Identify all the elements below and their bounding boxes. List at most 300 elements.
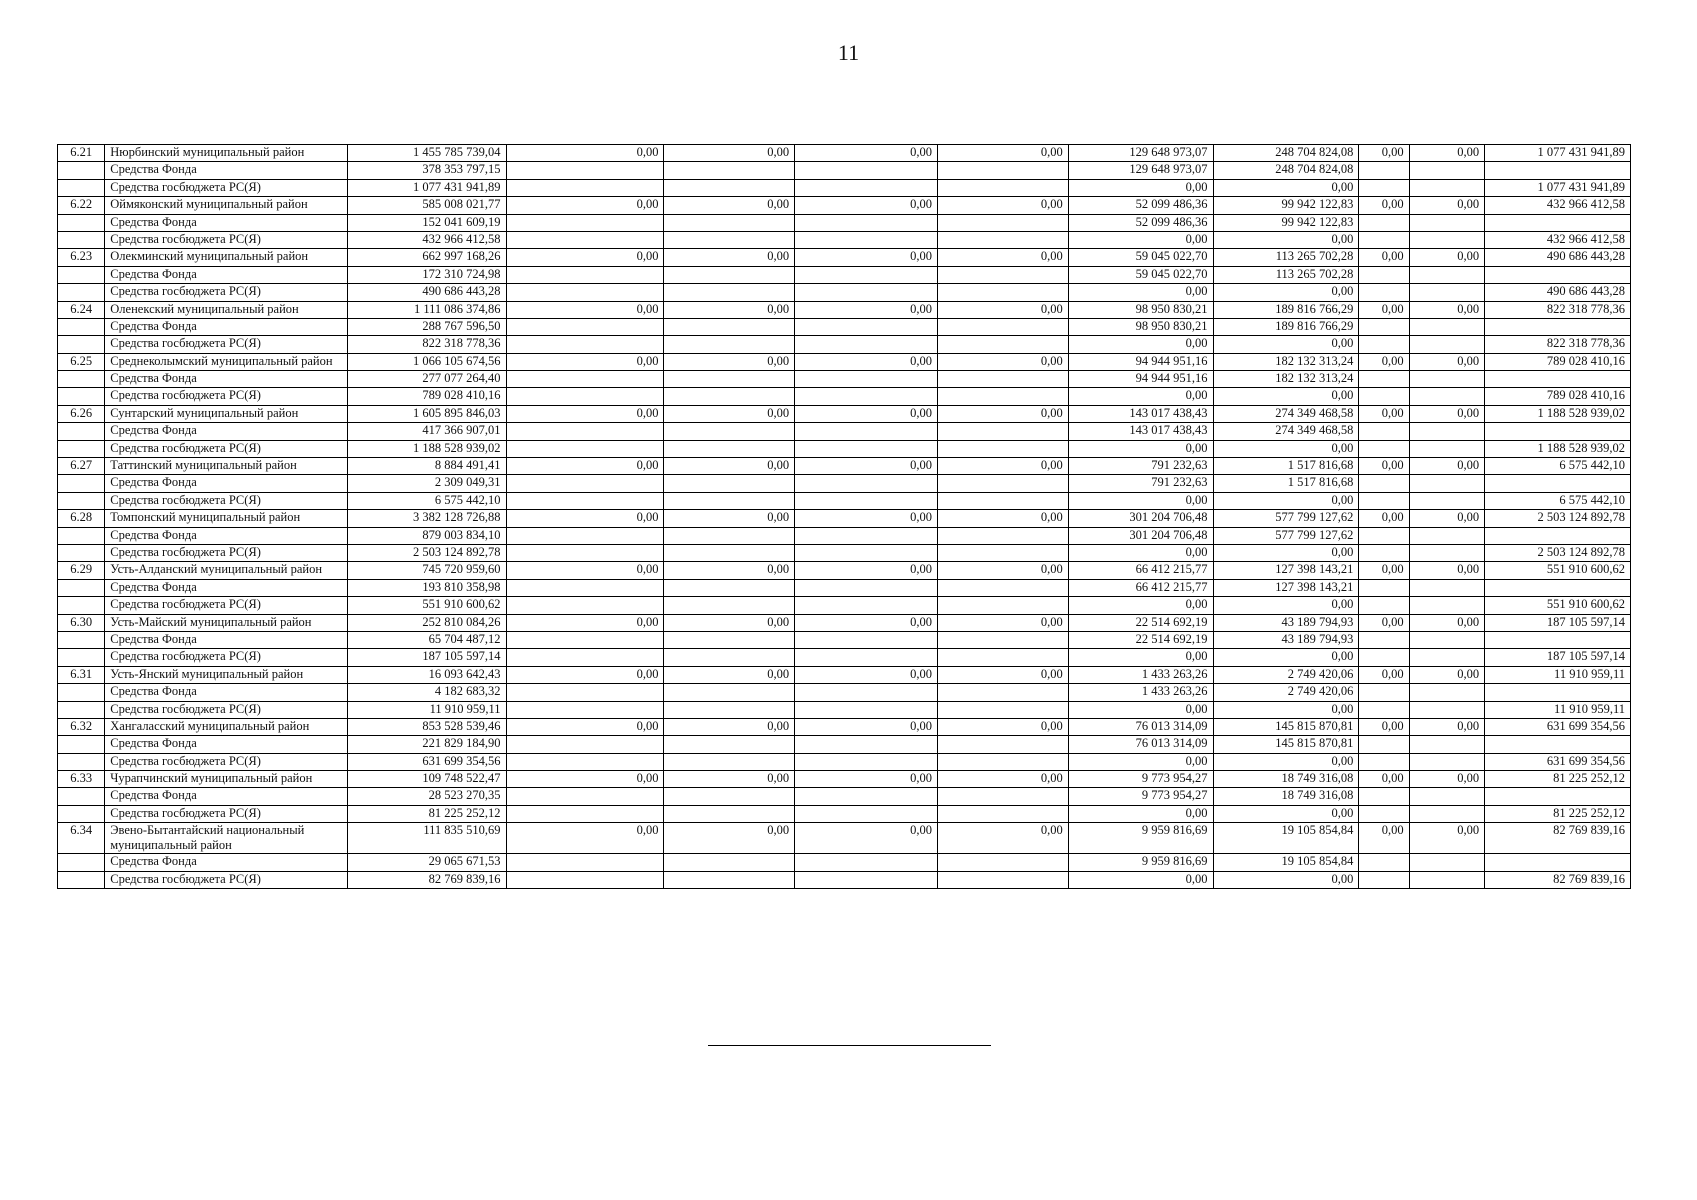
- value-cell: [1359, 318, 1409, 335]
- value-cell: 0,00: [937, 405, 1068, 422]
- value-cell: [664, 423, 795, 440]
- value-cell: [1359, 162, 1409, 179]
- value-cell: 9 773 954,27: [1068, 788, 1213, 805]
- value-cell: [1359, 597, 1409, 614]
- row-code: [58, 231, 105, 248]
- value-cell: 0,00: [664, 771, 795, 788]
- value-cell: [1485, 423, 1631, 440]
- value-cell: [937, 475, 1068, 492]
- value-cell: 59 045 022,70: [1068, 249, 1213, 266]
- row-name: Средства госбюджета РС(Я): [105, 179, 347, 196]
- row-code: [58, 649, 105, 666]
- value-cell: [506, 162, 664, 179]
- value-cell: [664, 162, 795, 179]
- value-cell: [1485, 371, 1631, 388]
- value-cell: [795, 527, 938, 544]
- value-cell: 0,00: [1068, 701, 1213, 718]
- value-cell: [937, 631, 1068, 648]
- value-cell: 28 523 270,35: [347, 788, 506, 805]
- value-cell: 187 105 597,14: [1485, 614, 1631, 631]
- value-cell: 0,00: [506, 666, 664, 683]
- value-cell: 52 099 486,36: [1068, 214, 1213, 231]
- value-cell: 76 013 314,09: [1068, 736, 1213, 753]
- value-cell: [664, 266, 795, 283]
- table-row: [58, 631, 1631, 648]
- value-cell: [1359, 284, 1409, 301]
- value-cell: 0,00: [795, 405, 938, 422]
- value-cell: 82 769 839,16: [347, 871, 506, 888]
- value-cell: 94 944 951,16: [1068, 371, 1213, 388]
- value-cell: 29 065 671,53: [347, 854, 506, 871]
- value-cell: 248 704 824,08: [1213, 162, 1359, 179]
- row-code: [58, 527, 105, 544]
- value-cell: 0,00: [1068, 544, 1213, 561]
- value-cell: 301 204 706,48: [1068, 527, 1213, 544]
- value-cell: [1485, 527, 1631, 544]
- value-cell: [664, 475, 795, 492]
- value-cell: 853 528 539,46: [347, 718, 506, 735]
- value-cell: [664, 214, 795, 231]
- row-code: 6.23: [58, 249, 105, 266]
- value-cell: 0,00: [1213, 388, 1359, 405]
- value-cell: 274 349 468,58: [1213, 423, 1359, 440]
- value-cell: 0,00: [1213, 597, 1359, 614]
- value-cell: 0,00: [937, 666, 1068, 683]
- value-cell: 16 093 642,43: [347, 666, 506, 683]
- value-cell: [664, 544, 795, 561]
- table-row: [58, 614, 1631, 631]
- value-cell: 0,00: [1359, 666, 1409, 683]
- row-code: [58, 597, 105, 614]
- row-name: Хангаласский муниципальный район: [105, 718, 347, 735]
- value-cell: 0,00: [795, 197, 938, 214]
- value-cell: 0,00: [937, 510, 1068, 527]
- value-cell: [795, 214, 938, 231]
- table-row: [58, 440, 1631, 457]
- value-cell: [1485, 631, 1631, 648]
- row-name: Средства Фонда: [105, 527, 347, 544]
- value-cell: 0,00: [1213, 753, 1359, 770]
- value-cell: [1359, 231, 1409, 248]
- value-cell: 432 966 412,58: [1485, 197, 1631, 214]
- value-cell: 0,00: [1359, 718, 1409, 735]
- value-cell: [506, 388, 664, 405]
- value-cell: [506, 336, 664, 353]
- value-cell: [506, 423, 664, 440]
- value-cell: [1409, 179, 1484, 196]
- value-cell: [664, 579, 795, 596]
- value-cell: 2 503 124 892,78: [1485, 510, 1631, 527]
- value-cell: 0,00: [506, 301, 664, 318]
- value-cell: 0,00: [937, 353, 1068, 370]
- row-code: [58, 805, 105, 822]
- table-row: [58, 701, 1631, 718]
- value-cell: 127 398 143,21: [1213, 562, 1359, 579]
- row-name: Сунтарский муниципальный район: [105, 405, 347, 422]
- footer-divider: [708, 1045, 991, 1046]
- value-cell: [1409, 871, 1484, 888]
- value-cell: 187 105 597,14: [347, 649, 506, 666]
- value-cell: 1 517 816,68: [1213, 475, 1359, 492]
- value-cell: 0,00: [1213, 231, 1359, 248]
- value-cell: [1359, 336, 1409, 353]
- row-code: 6.22: [58, 197, 105, 214]
- value-cell: 288 767 596,50: [347, 318, 506, 335]
- value-cell: [937, 871, 1068, 888]
- value-cell: 0,00: [1359, 405, 1409, 422]
- value-cell: 81 225 252,12: [1485, 805, 1631, 822]
- value-cell: [795, 475, 938, 492]
- value-cell: [937, 179, 1068, 196]
- value-cell: 551 910 600,62: [1485, 597, 1631, 614]
- value-cell: [937, 854, 1068, 871]
- value-cell: 81 225 252,12: [347, 805, 506, 822]
- row-code: [58, 336, 105, 353]
- value-cell: [795, 492, 938, 509]
- row-code: [58, 423, 105, 440]
- row-name: Средства госбюджета РС(Я): [105, 544, 347, 561]
- value-cell: [795, 440, 938, 457]
- value-cell: 43 189 794,93: [1213, 631, 1359, 648]
- value-cell: [1409, 318, 1484, 335]
- value-cell: 0,00: [1213, 544, 1359, 561]
- value-cell: 145 815 870,81: [1213, 718, 1359, 735]
- value-cell: [1359, 649, 1409, 666]
- value-cell: 1 517 816,68: [1213, 458, 1359, 475]
- row-code: [58, 753, 105, 770]
- value-cell: 11 910 959,11: [1485, 666, 1631, 683]
- value-cell: [1409, 649, 1484, 666]
- value-cell: [1409, 788, 1484, 805]
- value-cell: 0,00: [506, 405, 664, 422]
- value-cell: 252 810 084,26: [347, 614, 506, 631]
- value-cell: 0,00: [1409, 301, 1484, 318]
- row-name: Средства госбюджета РС(Я): [105, 440, 347, 457]
- row-code: [58, 854, 105, 871]
- table-row: [58, 318, 1631, 335]
- table-row: [58, 753, 1631, 770]
- value-cell: [664, 388, 795, 405]
- value-cell: 0,00: [664, 197, 795, 214]
- value-cell: 0,00: [937, 249, 1068, 266]
- value-cell: [1409, 805, 1484, 822]
- value-cell: [506, 318, 664, 335]
- value-cell: 111 835 510,69: [347, 823, 506, 854]
- value-cell: [937, 788, 1068, 805]
- value-cell: 0,00: [1068, 753, 1213, 770]
- value-cell: 0,00: [1359, 353, 1409, 370]
- table-row: [58, 771, 1631, 788]
- value-cell: [506, 492, 664, 509]
- value-cell: [1409, 854, 1484, 871]
- value-cell: 6 575 442,10: [347, 492, 506, 509]
- value-cell: [664, 371, 795, 388]
- row-code: [58, 440, 105, 457]
- value-cell: 0,00: [1409, 353, 1484, 370]
- value-cell: [1409, 162, 1484, 179]
- value-cell: [795, 336, 938, 353]
- value-cell: 6 575 442,10: [1485, 458, 1631, 475]
- value-cell: [506, 475, 664, 492]
- value-cell: [795, 318, 938, 335]
- value-cell: [664, 649, 795, 666]
- value-cell: [506, 649, 664, 666]
- row-name: Усть-Майский муниципальный район: [105, 614, 347, 631]
- value-cell: [937, 371, 1068, 388]
- value-cell: 0,00: [937, 771, 1068, 788]
- table-row: [58, 284, 1631, 301]
- row-code: [58, 371, 105, 388]
- value-cell: 189 816 766,29: [1213, 318, 1359, 335]
- value-cell: 0,00: [937, 301, 1068, 318]
- value-cell: 43 189 794,93: [1213, 614, 1359, 631]
- value-cell: [1359, 579, 1409, 596]
- value-cell: [506, 284, 664, 301]
- row-code: 6.32: [58, 718, 105, 735]
- value-cell: 99 942 122,83: [1213, 197, 1359, 214]
- row-name: Средства Фонда: [105, 423, 347, 440]
- row-name: Средства Фонда: [105, 475, 347, 492]
- row-name: Среднеколымский муниципальный район: [105, 353, 347, 370]
- value-cell: [937, 805, 1068, 822]
- value-cell: 0,00: [1409, 718, 1484, 735]
- value-cell: 0,00: [1213, 284, 1359, 301]
- value-cell: 1 433 263,26: [1068, 684, 1213, 701]
- value-cell: [664, 736, 795, 753]
- table-row: [58, 231, 1631, 248]
- value-cell: 2 503 124 892,78: [1485, 544, 1631, 561]
- value-cell: 791 232,63: [1068, 475, 1213, 492]
- value-cell: 1 111 086 374,86: [347, 301, 506, 318]
- value-cell: [1485, 266, 1631, 283]
- row-name: Средства Фонда: [105, 266, 347, 283]
- value-cell: 0,00: [937, 823, 1068, 854]
- value-cell: [937, 492, 1068, 509]
- value-cell: [1409, 440, 1484, 457]
- value-cell: 0,00: [795, 353, 938, 370]
- table-row: [58, 579, 1631, 596]
- value-cell: [664, 753, 795, 770]
- row-name: Средства Фонда: [105, 631, 347, 648]
- value-cell: 0,00: [1068, 871, 1213, 888]
- value-cell: [795, 423, 938, 440]
- value-cell: 0,00: [664, 145, 795, 162]
- value-cell: [664, 684, 795, 701]
- row-code: 6.34: [58, 823, 105, 854]
- row-name: Средства госбюджета РС(Я): [105, 597, 347, 614]
- table-row: [58, 510, 1631, 527]
- value-cell: [664, 440, 795, 457]
- value-cell: [1409, 701, 1484, 718]
- value-cell: 0,00: [506, 771, 664, 788]
- value-cell: [937, 266, 1068, 283]
- value-cell: [795, 544, 938, 561]
- row-code: 6.21: [58, 145, 105, 162]
- value-cell: 4 182 683,32: [347, 684, 506, 701]
- value-cell: [506, 371, 664, 388]
- value-cell: [664, 631, 795, 648]
- value-cell: [1409, 753, 1484, 770]
- value-cell: 0,00: [506, 458, 664, 475]
- value-cell: [1409, 371, 1484, 388]
- row-name: Усть-Алданский муниципальный район: [105, 562, 347, 579]
- value-cell: 1 077 431 941,89: [1485, 179, 1631, 196]
- value-cell: 378 353 797,15: [347, 162, 506, 179]
- value-cell: 0,00: [795, 666, 938, 683]
- row-name: Средства Фонда: [105, 854, 347, 871]
- value-cell: [1485, 475, 1631, 492]
- value-cell: 1 077 431 941,89: [1485, 145, 1631, 162]
- row-code: [58, 684, 105, 701]
- value-cell: [937, 753, 1068, 770]
- value-cell: 0,00: [795, 249, 938, 266]
- value-cell: 0,00: [1409, 562, 1484, 579]
- value-cell: [664, 701, 795, 718]
- value-cell: 0,00: [1409, 510, 1484, 527]
- table-row: [58, 371, 1631, 388]
- row-code: [58, 579, 105, 596]
- value-cell: 0,00: [1068, 284, 1213, 301]
- row-name: Средства Фонда: [105, 736, 347, 753]
- value-cell: 19 105 854,84: [1213, 823, 1359, 854]
- value-cell: 0,00: [795, 510, 938, 527]
- row-code: [58, 388, 105, 405]
- table-row: [58, 597, 1631, 614]
- row-code: [58, 318, 105, 335]
- value-cell: 0,00: [937, 614, 1068, 631]
- value-cell: 0,00: [506, 718, 664, 735]
- value-cell: 0,00: [795, 145, 938, 162]
- value-cell: [1409, 684, 1484, 701]
- value-cell: 1 188 528 939,02: [347, 440, 506, 457]
- value-cell: 0,00: [1213, 649, 1359, 666]
- budget-table: [57, 144, 1631, 889]
- value-cell: [1359, 179, 1409, 196]
- value-cell: 98 950 830,21: [1068, 301, 1213, 318]
- value-cell: 99 942 122,83: [1213, 214, 1359, 231]
- value-cell: 0,00: [795, 823, 938, 854]
- row-code: 6.31: [58, 666, 105, 683]
- value-cell: [1485, 788, 1631, 805]
- value-cell: 0,00: [1359, 510, 1409, 527]
- value-cell: 0,00: [506, 197, 664, 214]
- value-cell: [1485, 684, 1631, 701]
- value-cell: 189 816 766,29: [1213, 301, 1359, 318]
- value-cell: 65 704 487,12: [347, 631, 506, 648]
- value-cell: [1359, 701, 1409, 718]
- value-cell: 2 503 124 892,78: [347, 544, 506, 561]
- value-cell: [937, 684, 1068, 701]
- value-cell: 0,00: [1359, 823, 1409, 854]
- value-cell: 0,00: [1213, 492, 1359, 509]
- value-cell: 81 225 252,12: [1485, 771, 1631, 788]
- value-cell: 879 003 834,10: [347, 527, 506, 544]
- table-row: [58, 527, 1631, 544]
- row-name: Средства госбюджета РС(Я): [105, 701, 347, 718]
- table-row: [58, 179, 1631, 196]
- table-row: [58, 544, 1631, 561]
- value-cell: 0,00: [1068, 805, 1213, 822]
- value-cell: 182 132 313,24: [1213, 371, 1359, 388]
- table-row: [58, 162, 1631, 179]
- value-cell: 789 028 410,16: [1485, 353, 1631, 370]
- row-code: [58, 788, 105, 805]
- value-cell: [795, 753, 938, 770]
- value-cell: 0,00: [1409, 405, 1484, 422]
- row-name: Средства Фонда: [105, 214, 347, 231]
- table-row: [58, 666, 1631, 683]
- value-cell: 417 366 907,01: [347, 423, 506, 440]
- value-cell: [1359, 684, 1409, 701]
- value-cell: 3 382 128 726,88: [347, 510, 506, 527]
- value-cell: 432 966 412,58: [347, 231, 506, 248]
- value-cell: 22 514 692,19: [1068, 631, 1213, 648]
- value-cell: [795, 871, 938, 888]
- value-cell: [795, 701, 938, 718]
- table-row: [58, 197, 1631, 214]
- table-row: [58, 353, 1631, 370]
- table-row: [58, 823, 1631, 854]
- row-name: Средства госбюджета РС(Я): [105, 492, 347, 509]
- value-cell: 152 041 609,19: [347, 214, 506, 231]
- value-cell: 577 799 127,62: [1213, 527, 1359, 544]
- row-code: 6.24: [58, 301, 105, 318]
- value-cell: [1359, 475, 1409, 492]
- value-cell: 789 028 410,16: [347, 388, 506, 405]
- value-cell: 98 950 830,21: [1068, 318, 1213, 335]
- row-name: Олекминский муниципальный район: [105, 249, 347, 266]
- value-cell: [795, 684, 938, 701]
- value-cell: [1409, 475, 1484, 492]
- value-cell: [506, 266, 664, 283]
- value-cell: 66 412 215,77: [1068, 579, 1213, 596]
- row-name: Средства госбюджета РС(Я): [105, 649, 347, 666]
- value-cell: 22 514 692,19: [1068, 614, 1213, 631]
- value-cell: 145 815 870,81: [1213, 736, 1359, 753]
- value-cell: [1409, 544, 1484, 561]
- value-cell: 1 188 528 939,02: [1485, 405, 1631, 422]
- table-row: [58, 718, 1631, 735]
- value-cell: 789 028 410,16: [1485, 388, 1631, 405]
- value-cell: [795, 179, 938, 196]
- value-cell: [664, 284, 795, 301]
- value-cell: [1359, 388, 1409, 405]
- value-cell: 0,00: [506, 145, 664, 162]
- row-name: Средства Фонда: [105, 579, 347, 596]
- table-row: [58, 562, 1631, 579]
- value-cell: 113 265 702,28: [1213, 249, 1359, 266]
- value-cell: [506, 854, 664, 871]
- row-code: [58, 162, 105, 179]
- value-cell: 0,00: [1409, 823, 1484, 854]
- table-body: [58, 145, 1631, 889]
- value-cell: [937, 388, 1068, 405]
- value-cell: [664, 527, 795, 544]
- value-cell: [937, 649, 1068, 666]
- value-cell: [1485, 736, 1631, 753]
- value-cell: 0,00: [1213, 805, 1359, 822]
- value-cell: [937, 162, 1068, 179]
- table-row: [58, 649, 1631, 666]
- value-cell: 277 077 264,40: [347, 371, 506, 388]
- value-cell: [937, 736, 1068, 753]
- value-cell: [1409, 631, 1484, 648]
- value-cell: [1359, 805, 1409, 822]
- value-cell: 0,00: [1068, 336, 1213, 353]
- value-cell: 0,00: [664, 614, 795, 631]
- value-cell: [1359, 854, 1409, 871]
- value-cell: 662 997 168,26: [347, 249, 506, 266]
